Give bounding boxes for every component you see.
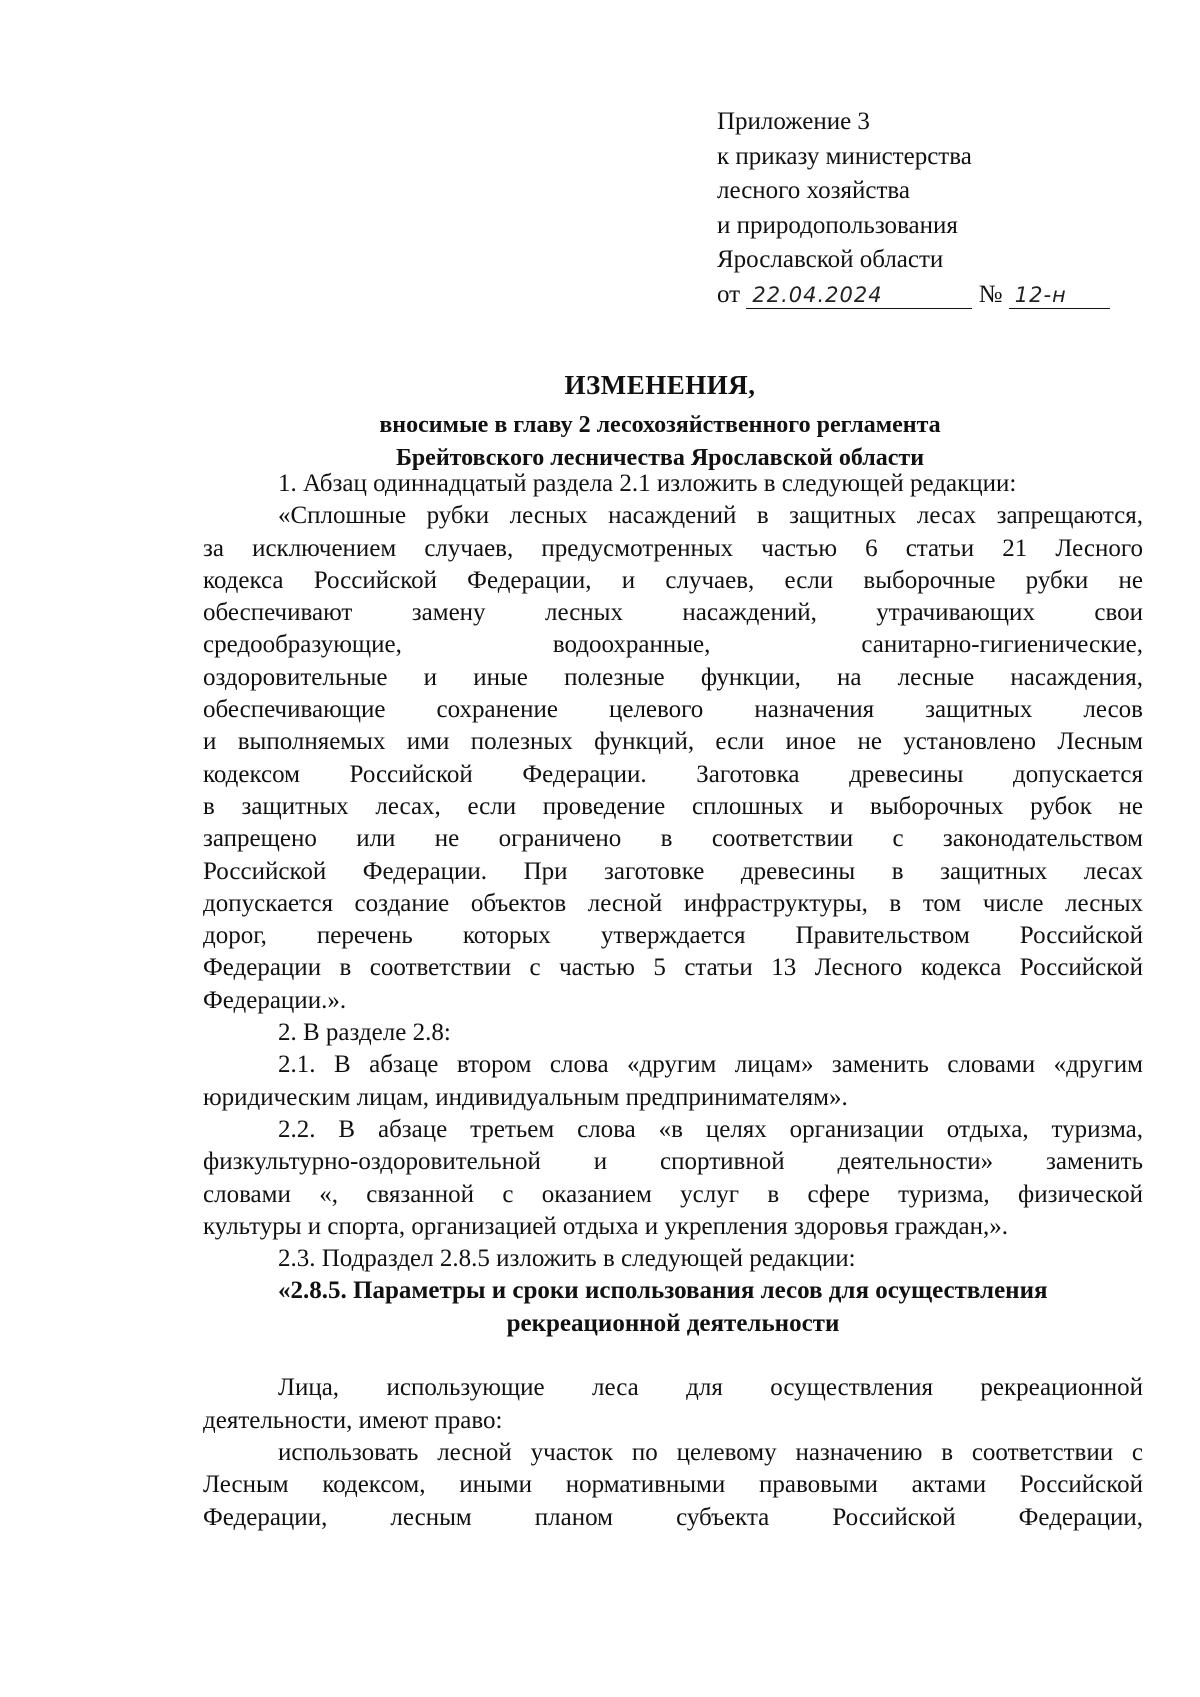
paragraph-line: юридическим лицам, индивидуальным предпринимателям». (203, 1083, 848, 1111)
order-date-line (717, 278, 1110, 313)
paragraph-line: кодекса Российской Федерации, и случаев, если выборочные рубки не (203, 566, 1143, 594)
paragraph-line: Лесным кодексом, иными нормативными правовыми актами Российской (203, 1471, 1143, 1499)
document-subtitle: вносимые в главу 2 лесохозяйственного регламента (379, 412, 941, 438)
appendix-line: Ярославской области (717, 246, 944, 273)
paragraph-line: за исключением случаев, предусмотренных частью 6 статьи 21 Лесного (203, 534, 1143, 562)
appendix-line: и природопользования (717, 211, 958, 239)
paragraph-line: «Сплошные рубки лесных насаждений в защитных лесах запрещаются, (278, 502, 1143, 530)
paragraph-line: Федерации, лесным планом субъекта Российской Федерации, (203, 1503, 1143, 1531)
paragraph-line: 1. Абзац одиннадцатый раздела 2.1 изложить в следующей редакции: (278, 470, 1017, 497)
document-body (203, 468, 1143, 1534)
paragraph-line: 2. В разделе 2.8: (278, 1019, 451, 1047)
number-prefix: № (978, 280, 1003, 308)
paragraph-line: Лица, использующие леса для осуществления рекреационной (278, 1374, 1143, 1402)
section-heading: «2.8.5. Параметры и сроки использования лесов для осуществления (278, 1277, 1048, 1305)
paragraph-line: физкультурно-оздоровительной и спортивной деятельности» заменить (203, 1148, 1143, 1176)
paragraph-line: Российской Федерации. При заготовке древесины в защитных лесах (203, 857, 1143, 885)
appendix-line: к приказу министерства (717, 142, 972, 170)
date-prefix: от (717, 280, 741, 308)
paragraph-line: деятельности, имеют право: (203, 1406, 503, 1434)
paragraph-line: Федерации в соответствии с частью 5 статьи 13 Лесного кодекса Российской (203, 954, 1143, 982)
paragraph-line: обеспечивают замену лесных насаждений, утрачивающих свои (203, 599, 1143, 627)
paragraph-line: 2.1. В абзаце втором слова «другим лицам» заменить словами «другим (278, 1051, 1143, 1079)
paragraph-line: в защитных лесах, если проведение сплошных и выборочных рубок не (203, 792, 1143, 820)
appendix-line: лесного хозяйства (717, 177, 910, 204)
paragraph-line: средообразующие, водоохранные, санитарно-гигиенические, (203, 631, 1143, 659)
handwritten-number: 12-н (1009, 282, 1110, 309)
appendix-line: Приложение 3 (717, 108, 870, 135)
document-subtitle: Брейтовского лесничества Ярославской области (395, 445, 925, 471)
paragraph-line: использовать лесной участок по целевому назначению в соответствии с (278, 1438, 1143, 1466)
paragraph-line: оздоровительные и иные полезные функции, на лесные насаждения, (203, 663, 1143, 691)
blank-line (203, 1340, 1143, 1372)
handwritten-date: 22.04.2024 (746, 282, 972, 309)
paragraph-line: и выполняемых ими полезных функций, если иное не установлено Лесным (203, 728, 1143, 756)
paragraph-line: допускается создание объектов лесной инфраструктуры, в том числе лесных (203, 889, 1143, 917)
appendix-block (717, 105, 1110, 312)
section-heading: рекреационной деятельности (506, 1309, 840, 1337)
paragraph-line: запрещено или не ограничено в соответствии с законодательством (203, 825, 1143, 853)
paragraph-line: 2.2. В абзаце третьем слова «в целях организации отдыха, туризма, (278, 1115, 1143, 1143)
paragraph-line: Федерации.». (203, 986, 347, 1014)
paragraph-line: словами «, связанной с оказанием услуг в сфере туризма, физической (203, 1180, 1143, 1208)
paragraph-line: обеспечивающие сохранение целевого назначения защитных лесов (203, 696, 1143, 724)
document-title: ИЗМЕНЕНИЯ, (564, 370, 756, 400)
paragraph-line: культуры и спорта, организацией отдыха и укрепления здоровья граждан,». (203, 1212, 1008, 1240)
paragraph-line: 2.3. Подраздел 2.8.5 изложить в следующей редакции: (278, 1245, 856, 1273)
paragraph-line: дорог, перечень которых утверждается Правительством Российской (203, 922, 1143, 950)
paragraph-line: кодексом Российской Федерации. Заготовка древесины допускается (203, 760, 1143, 788)
